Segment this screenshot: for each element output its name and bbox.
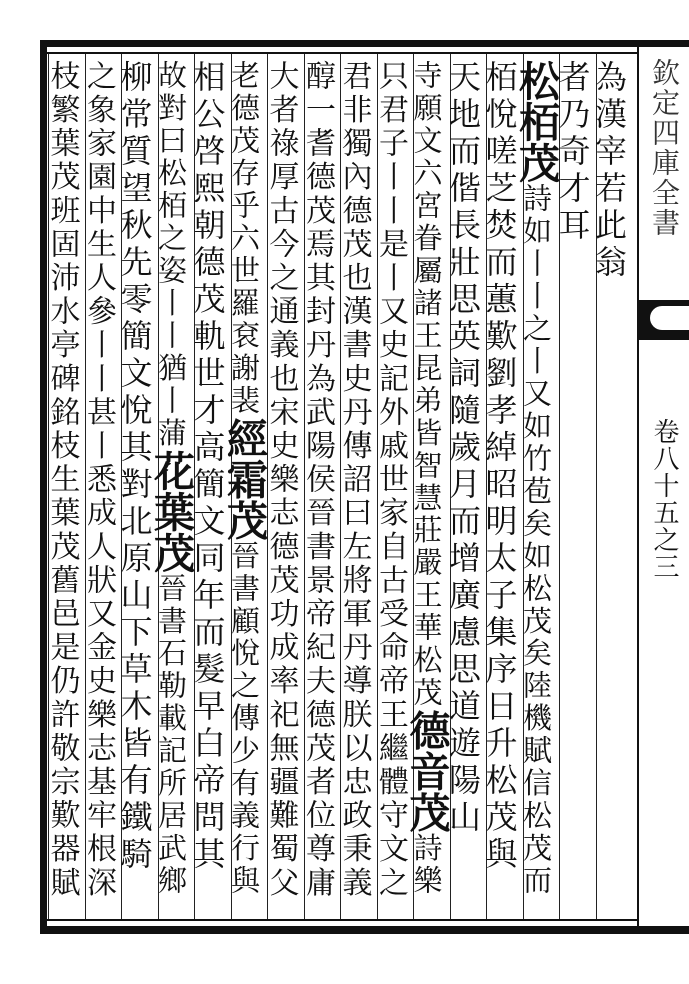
- column-text: 天地而偕長壯思英詞隨歲月而增廣慮思道遊陽山: [444, 60, 482, 837]
- text-column: [336, 60, 377, 915]
- center-column-border: [637, 47, 639, 926]
- column-text: 醇一耆德茂焉其封丹為武陽侯晉書景帝紀夫德茂者位尊庸: [300, 60, 335, 900]
- text-column: [300, 60, 341, 915]
- entry-heading: 經霜茂: [220, 417, 268, 541]
- text-column: [147, 60, 195, 915]
- column-text: 為漢宰若此翁: [590, 60, 628, 282]
- frame-top-border: [40, 40, 689, 47]
- column-text: 詩如丨丨之丨又如竹苞矣如松茂矣陸機賦信松茂而: [519, 183, 553, 898]
- text-column: [220, 60, 268, 915]
- text-column: [512, 60, 560, 915]
- entry-heading: 花葉茂: [147, 449, 195, 573]
- text-column: [115, 60, 158, 915]
- column-text: 者乃奇才耳: [553, 60, 592, 245]
- column-text: 簡文同年而髮早白帝問其: [188, 467, 227, 874]
- entry-heading: 松栢茂: [512, 60, 560, 183]
- fishtail-notch: [650, 306, 689, 330]
- text-column: [402, 60, 451, 915]
- text-column: [373, 60, 414, 915]
- inner-top-rule: [47, 52, 637, 54]
- column-text: 故對曰松栢之姿丨丨猶丨蒲: [154, 60, 188, 450]
- column-text: 栢悅嗟芝焚而蕙歎劉孝綽昭明太子集序日升松茂與: [480, 60, 519, 874]
- text-column: [444, 60, 487, 915]
- text-column: [44, 60, 85, 915]
- text-column: [263, 60, 304, 915]
- column-text: 北原山下草木皆有鐵騎: [115, 504, 154, 874]
- column-text: 柳常質望秋先零簡文悅其對: [115, 60, 154, 504]
- column-text: 枝繁葉茂班固沛水亭碑銘枝生葉茂舊邑是仍許敬宗歎器賦: [44, 60, 80, 900]
- column-text: 老德茂存乎六世羅袞謝裴: [227, 60, 261, 418]
- column-text: 寺願文六宮眷屬諸王昆弟皆智慧莊嚴王華松茂: [409, 60, 444, 710]
- column-text: 只君子丨丨是丨又史記外戚世家自古受命帝王繼體守文之: [373, 60, 408, 900]
- inner-bottom-rule: [47, 919, 637, 921]
- juan-label: 卷八十五之三: [649, 418, 679, 580]
- column-text: 晉書顧悅之傳少有義行與: [227, 540, 261, 898]
- text-column: [81, 60, 122, 915]
- column-text: 相公啓熙朝德茂軌世才高: [188, 60, 227, 467]
- frame-bottom-border: [40, 926, 689, 934]
- running-title: 欽定四庫全書: [648, 58, 681, 238]
- column-text: 大者祿厚古今之通義也宋史樂志德茂功成率祀無疆難蜀父: [263, 60, 299, 900]
- entry-heading: 德音茂: [402, 709, 451, 833]
- text-column: [590, 60, 633, 915]
- column-text: 詩樂: [409, 832, 444, 898]
- text-column: [553, 60, 596, 915]
- column-text: 晉書石勒載記所居武鄉: [154, 572, 188, 898]
- text-column: [480, 60, 523, 915]
- column-text: 君非獨內德茂也漢書史丹傳詔曰左將軍丹導朕以忠政秉義: [336, 60, 372, 900]
- column-text: 之象家園中生人參丨丨甚丨悉成人狀又金史樂志基牢根深: [81, 60, 116, 900]
- text-column: [188, 60, 231, 915]
